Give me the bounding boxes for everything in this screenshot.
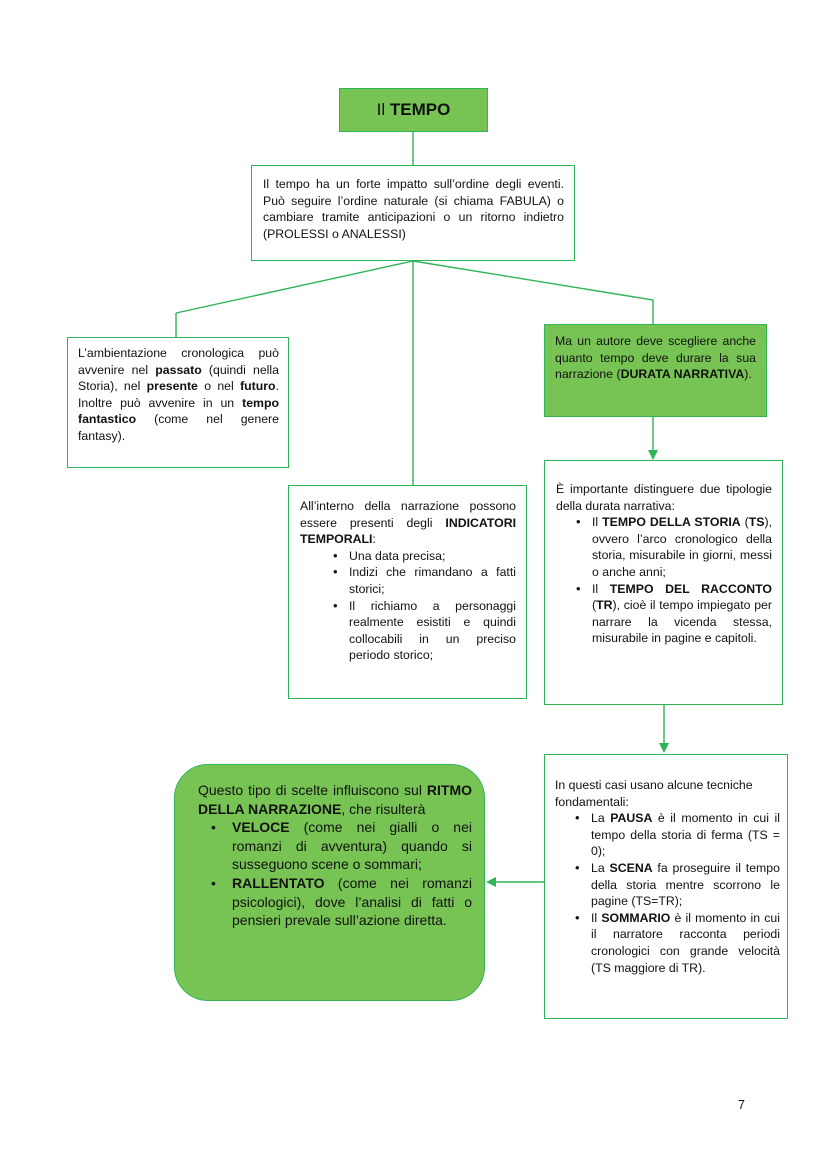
ambientazione-passato: passato <box>155 362 202 377</box>
arrowhead-to-rhythm <box>486 877 496 887</box>
list-item <box>591 860 780 910</box>
tecniche-bold: SOMMARIO <box>601 910 671 925</box>
indicatori-box <box>288 485 527 699</box>
ritmo-text <box>198 781 472 818</box>
ritmo-box <box>174 764 485 1001</box>
list-item: • Il richiamo a personaggi realmente esistiti e quindi collocabili in un preciso periodo storico; <box>349 598 516 664</box>
ritmo-post: (come nei romanzi psicologici), dove l’analisi di fatti o pensieri prevale sull’azione diretta. <box>232 874 472 929</box>
tipologie-pre: Il <box>592 515 603 530</box>
indicatori-list <box>349 548 516 664</box>
connector-intro-right <box>413 261 653 300</box>
indicatori-t1: All’interno della narrazione possono essere presenti degli <box>300 499 516 530</box>
ritmo-bold: RITMO DELLA NARRAZIONE <box>198 782 472 817</box>
tipologie-post: ), cioè il tempo impiegato per narrare la vicenda stessa, misurabile in pagine e capitoli. <box>592 598 772 646</box>
ritmo-t1: Questo tipo di scelte influiscono sul <box>198 782 427 798</box>
indicatori-t2: : <box>372 532 376 547</box>
tecniche-list <box>591 810 780 976</box>
tipologie-mid: ( <box>740 515 749 530</box>
ritmo-t2: , che risulterà <box>341 800 426 817</box>
tipologie-list <box>592 514 772 647</box>
ritmo-rallentato: RALLENTATO <box>232 874 325 891</box>
ambientazione-box <box>67 337 289 468</box>
durata-t1: Ma un autore deve scegliere anche quanto tempo deve durare la sua narrazione ( <box>555 334 756 382</box>
ritmo-list <box>232 818 472 930</box>
tecniche-bold: SCENA <box>609 860 653 875</box>
ambientazione-t5: (come nel genere fantasy). <box>78 412 279 443</box>
arrowhead-to-techniques <box>659 743 669 753</box>
tecniche-pre: La <box>591 811 611 826</box>
ambientazione-t4: . Inoltre può avvenire in un <box>78 379 279 410</box>
ritmo-post: (come nei gialli o nei romanzi di avventura) quando si susseguono scene o sommari; <box>232 819 472 873</box>
tecniche-box <box>544 754 788 1019</box>
page-number: 7 <box>738 1098 745 1112</box>
tecniche-pre: Il <box>591 910 602 925</box>
tipologie-bold: TEMPO DELLA STORIA <box>602 515 741 530</box>
ambientazione-futuro: futuro <box>240 379 276 394</box>
tecniche-pre: La <box>591 860 610 875</box>
tipologie-mid: ( <box>592 598 597 613</box>
connector-intro-left <box>176 261 413 313</box>
ambientazione-t2: (quindi nella Storia), nel <box>78 362 279 394</box>
durata-text <box>555 333 756 383</box>
intro-box <box>251 165 575 261</box>
tecniche-bold: PAUSA <box>610 811 653 826</box>
tecniche-intro: In questi casi usano alcune tecniche fondamentali: <box>555 778 753 809</box>
list-item: • Una data precisa; <box>349 548 516 565</box>
title-box <box>339 88 488 132</box>
tipologie-abbr: TS <box>748 515 765 530</box>
tipologie-post: ), ovvero l’arco cronologico della storia, misurabile in giorni, messi o anche anni; <box>592 515 772 579</box>
durata-box <box>544 324 767 417</box>
ritmo-veloce: VELOCE <box>232 819 290 836</box>
list-item: • Indizi che rimandano a fatti storici; <box>349 564 516 597</box>
title-prefix: Il <box>376 100 390 119</box>
indicatori-bold: INDICATORI TEMPORALI <box>300 515 516 547</box>
tipologie-bold: TEMPO DEL RACCONTO <box>609 581 772 596</box>
tipologie-pre: Il <box>592 581 610 596</box>
tipologie-intro: È importante distinguere due tipologie della durata narrativa: <box>556 482 772 513</box>
ambientazione-t1: L’ambientazione cronologica può avvenire nel <box>78 346 279 377</box>
ambientazione-presente: presente <box>146 379 198 394</box>
tipologie-box <box>544 460 783 705</box>
durata-bold: DURATA NARRATIVA <box>620 367 745 382</box>
tecniche-post: è il momento in cui il narratore racconta periodi cronologici con grande velocità (TS maggiore di TR). <box>591 910 780 975</box>
arrowhead-to-types <box>648 450 658 460</box>
title-bold: TEMPO <box>389 100 451 119</box>
list-item <box>591 810 780 860</box>
list-item <box>232 874 472 930</box>
list-item <box>232 818 472 874</box>
intro-text: Il tempo ha un forte impatto sull’ordine degli eventi. Può seguire l’ordine naturale (si chiama FABULA) o cambiare tramite anticipazioni o un ritorno indietro (PROLESSI o ANALESSI) <box>263 177 564 241</box>
ambientazione-text <box>78 345 279 445</box>
indicatori-text <box>300 498 516 548</box>
tecniche-post: è il momento in cui il tempo della storia di ferma (TS = 0); <box>591 811 780 859</box>
tipologie-abbr: TR <box>596 598 613 613</box>
list-item <box>591 910 780 976</box>
tecniche-post: fa proseguire il tempo della storia mentre scorrono le pagine (TS=TR); <box>591 860 780 909</box>
list-item <box>592 514 772 580</box>
list-item <box>592 581 772 647</box>
ambientazione-tempo-fantastico: tempo fantastico <box>78 395 279 427</box>
ambientazione-t3: o nel <box>197 379 241 394</box>
durata-t2: ). <box>744 367 752 382</box>
